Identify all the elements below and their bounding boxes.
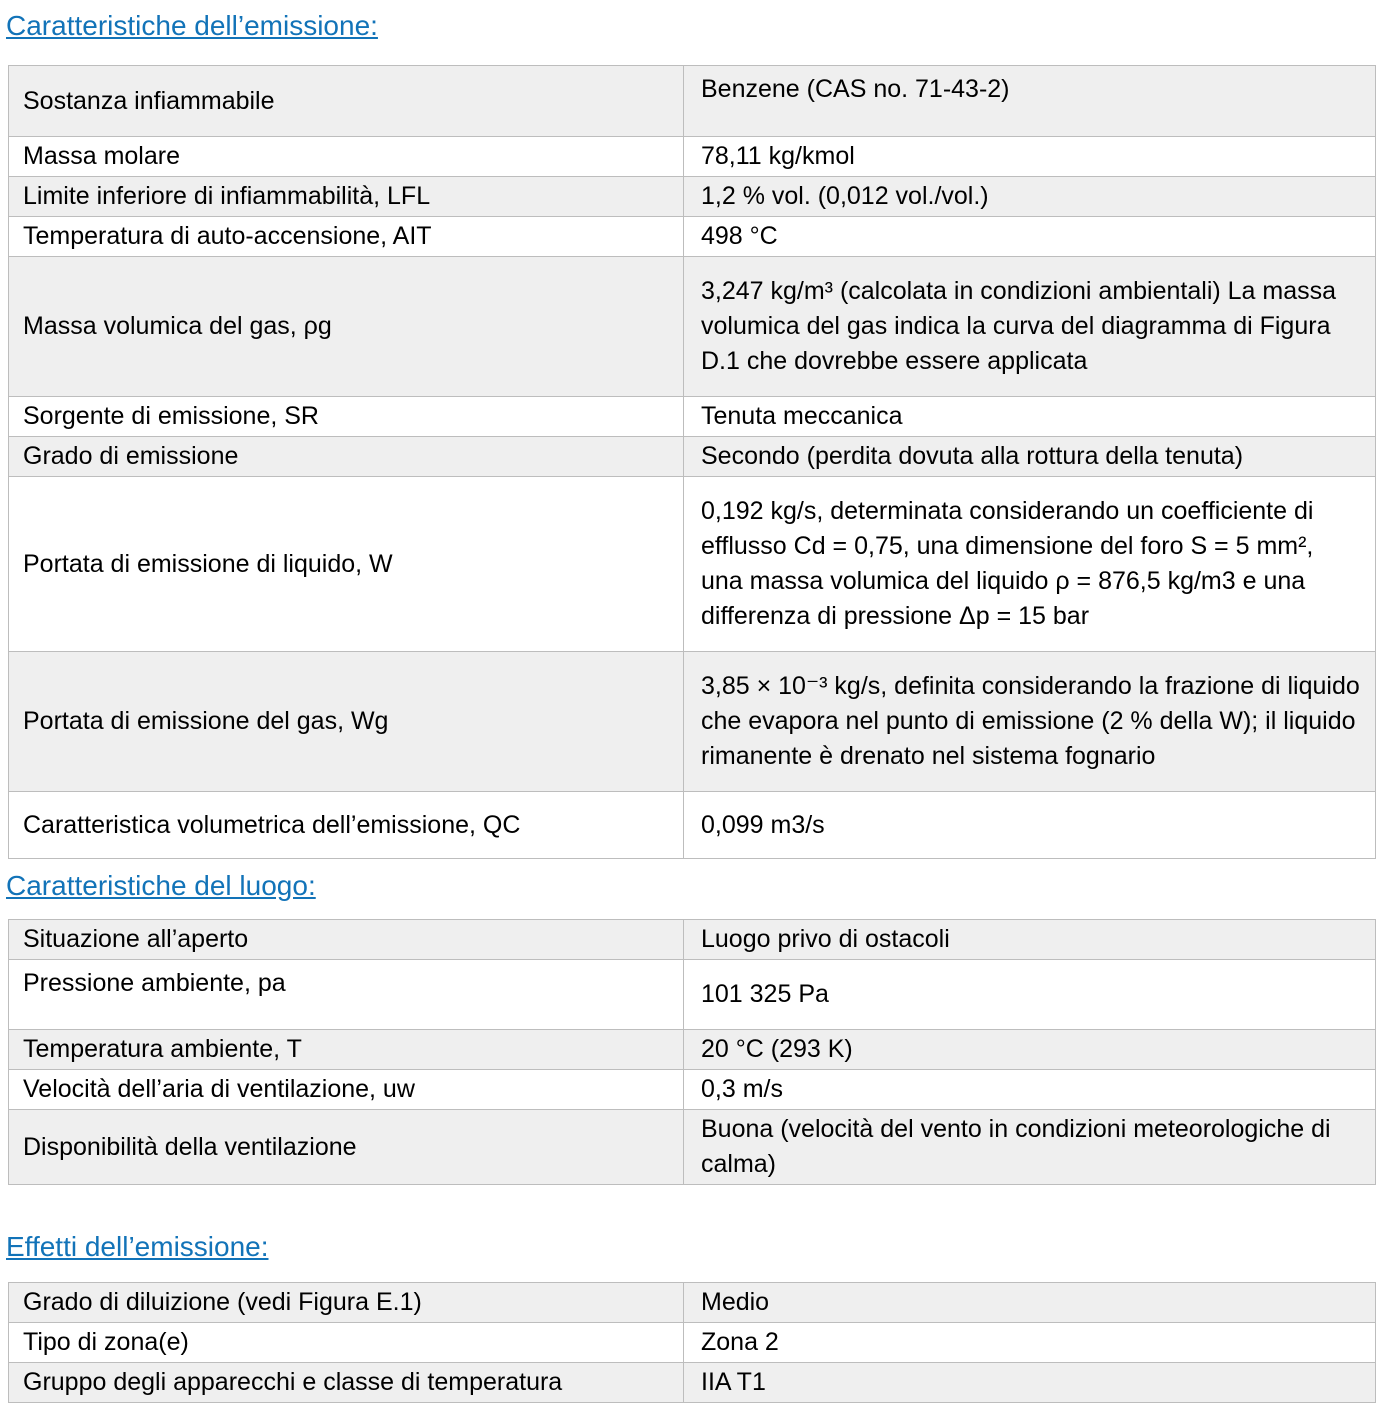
row-label: Portata di emissione del gas, Wg xyxy=(9,652,684,792)
row-sostanza-infiammabile xyxy=(9,66,1376,137)
row-label: Massa molare xyxy=(9,137,684,177)
row-label: Grado di emissione xyxy=(9,437,684,477)
emission-effects-table xyxy=(8,1282,1376,1403)
row-value: Benzene (CAS no. 71-43-2) xyxy=(684,66,1376,137)
row-label: Sorgente di emissione, SR xyxy=(9,397,684,437)
row-temperatura-ambiente xyxy=(9,1030,1376,1070)
emission-characteristics-table xyxy=(8,65,1376,859)
row-value: IIA T1 xyxy=(684,1363,1376,1403)
row-label: Gruppo degli apparecchi e classe di temperatura xyxy=(9,1363,684,1403)
row-value: 0,099 m3/s xyxy=(684,792,1376,859)
row-ait xyxy=(9,217,1376,257)
row-value: 0,192 kg/s, determinata considerando un coefficiente di efflusso Cd = 0,75, una dimensione del foro S = 5 mm², una massa volumica del liquido ρ = 876,5 kg/m3 e una differenza di pressione Δp = 15 bar xyxy=(684,477,1376,652)
row-value: Zona 2 xyxy=(684,1323,1376,1363)
row-value: Buona (velocità del vento in condizioni meteorologiche di calma) xyxy=(684,1110,1376,1185)
row-label: Situazione all’aperto xyxy=(9,920,684,960)
section-heading-emissione: Caratteristiche dell’emissione: xyxy=(6,10,378,41)
row-massa-molare xyxy=(9,137,1376,177)
row-portata-gas xyxy=(9,652,1376,792)
row-label: Pressione ambiente, pa xyxy=(9,960,684,1030)
row-caratteristica-volumetrica xyxy=(9,792,1376,859)
row-value: 20 °C (293 K) xyxy=(684,1030,1376,1070)
row-pressione-ambiente xyxy=(9,960,1376,1030)
row-value: 3,247 kg/m³ (calcolata in condizioni ambientali) La massa volumica del gas indica la curva del diagramma di Figura D.1 che dovrebbe essere applicata xyxy=(684,257,1376,397)
row-label: Limite inferiore di infiammabilità, LFL xyxy=(9,177,684,217)
section-heading-effetti: Effetti dell’emissione: xyxy=(6,1231,269,1262)
row-label: Velocità dell’aria di ventilazione, uw xyxy=(9,1070,684,1110)
row-label: Disponibilità della ventilazione xyxy=(9,1110,684,1185)
row-label: Temperatura ambiente, T xyxy=(9,1030,684,1070)
row-situazione-aperto xyxy=(9,920,1376,960)
row-disponibilita-ventilazione xyxy=(9,1110,1376,1185)
row-value: 1,2 % vol. (0,012 vol./vol.) xyxy=(684,177,1376,217)
row-tipo-zona xyxy=(9,1323,1376,1363)
row-value: 78,11 kg/kmol xyxy=(684,137,1376,177)
row-label: Caratteristica volumetrica dell’emissione, QC xyxy=(9,792,684,859)
row-value: 0,3 m/s xyxy=(684,1070,1376,1110)
row-value: 101 325 Pa xyxy=(684,960,1376,1030)
row-label: Portata di emissione di liquido, W xyxy=(9,477,684,652)
row-label: Massa volumica del gas, ρg xyxy=(9,257,684,397)
row-value: Secondo (perdita dovuta alla rottura della tenuta) xyxy=(684,437,1376,477)
row-label: Sostanza infiammabile xyxy=(9,66,684,137)
row-grado-emissione xyxy=(9,437,1376,477)
row-label: Temperatura di auto-accensione, AIT xyxy=(9,217,684,257)
row-value: Medio xyxy=(684,1283,1376,1323)
section-heading-luogo: Caratteristiche del luogo: xyxy=(6,870,316,901)
row-sorgente-emissione xyxy=(9,397,1376,437)
row-portata-liquido xyxy=(9,477,1376,652)
row-massa-volumica-gas xyxy=(9,257,1376,397)
row-value: 3,85 × 10⁻³ kg/s, definita considerando la frazione di liquido che evapora nel punto di emissione (2 % della W); il liquido rimanente è drenato nel sistema fognario xyxy=(684,652,1376,792)
row-label: Grado di diluizione (vedi Figura E.1) xyxy=(9,1283,684,1323)
row-value: 498 °C xyxy=(684,217,1376,257)
row-velocita-aria xyxy=(9,1070,1376,1110)
row-label: Tipo di zona(e) xyxy=(9,1323,684,1363)
row-lfl xyxy=(9,177,1376,217)
row-value: Luogo privo di ostacoli xyxy=(684,920,1376,960)
location-characteristics-table xyxy=(8,919,1376,1185)
row-value: Tenuta meccanica xyxy=(684,397,1376,437)
row-grado-diluizione xyxy=(9,1283,1376,1323)
row-gruppo-apparecchi xyxy=(9,1363,1376,1403)
